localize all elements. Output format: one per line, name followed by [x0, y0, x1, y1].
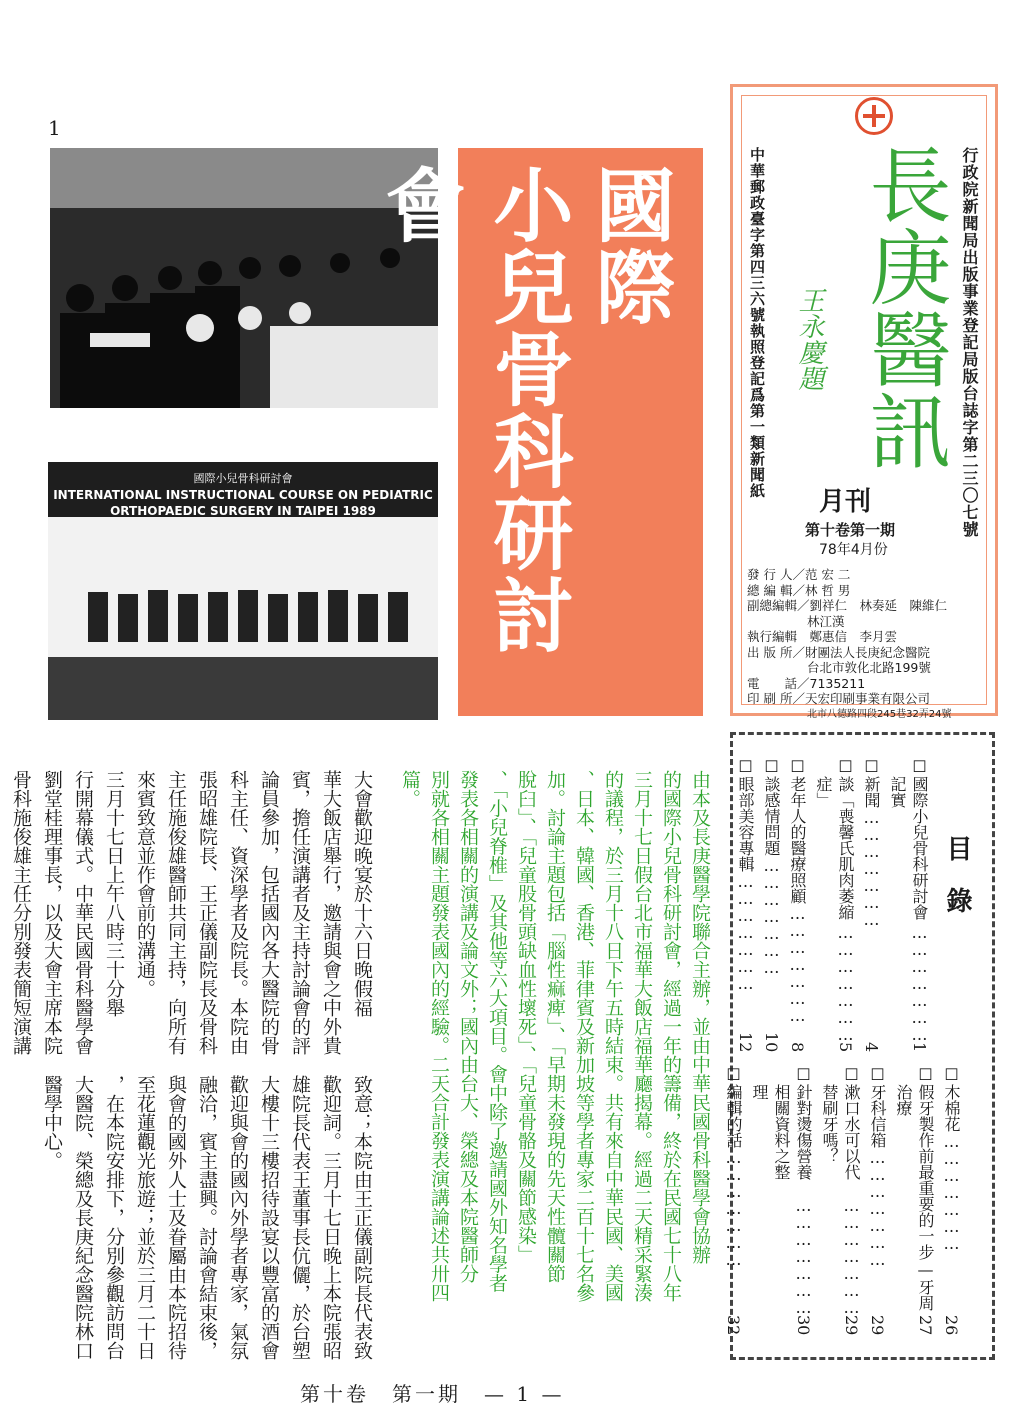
registration-text: 行政院新聞局出版事業登記局版台誌字第二三〇七號 — [960, 147, 979, 538]
body-article-line: 歡迎與會的國內外學者專家，氣氛 — [227, 1075, 249, 1360]
green-article-line: 篇。 — [399, 770, 421, 808]
body-article-line: 三月十七日上午八時三十分舉 — [103, 770, 125, 1017]
postal-registration-text: 中華郵政臺字第四三六號執照登記爲第一類新聞紙 — [748, 147, 766, 499]
body-article-line: 雄院長代表王董事長伉儷，於台塑 — [289, 1075, 311, 1360]
body-article-line: ，在本院安排下，分別參觀訪問台 — [103, 1075, 125, 1360]
body-article-line: 主任施俊雄醫師共同主持，向所有 — [165, 770, 187, 1055]
toc-entry-page: 30 — [794, 1314, 813, 1335]
body-article-line: 華大飯店舉行，邀請與會之中外貴 — [320, 770, 342, 1055]
page-footer: 第十卷 第一期 — 1 — — [300, 1382, 565, 1406]
checkbox-icon: ☐ — [910, 757, 929, 776]
checkbox-icon: ☐ — [836, 757, 855, 776]
masthead-title: 長庚醫訊 — [856, 143, 951, 471]
calligraphy-signature: 王永慶題 — [794, 287, 824, 391]
toc-entry-page: 4 — [862, 1041, 881, 1052]
toc-entry-page: 26 — [942, 1314, 961, 1335]
checkbox-icon: ☐ — [724, 1065, 743, 1084]
body-article-line: 行開幕儀式。中華民國骨科醫學會 — [72, 770, 94, 1055]
toc-entry-label: 假牙製作前最重要的一步—牙周治療 — [894, 1084, 935, 1311]
toc-entry[interactable]: ☐ 眼部美容專輯 ………………… 12 — [736, 757, 755, 1052]
checkbox-icon: ☐ — [868, 1065, 887, 1084]
body-article-line: 大樓十三樓招待設宴以豐富的酒會 — [258, 1075, 280, 1360]
green-article — [392, 770, 712, 1370]
masthead — [730, 84, 998, 720]
green-article-line: 的議程，於三月十八日下午五時結束。共有來自中華民國、美國 — [602, 770, 624, 1302]
checkbox-icon: ☐ — [794, 1065, 813, 1084]
checkbox-icon: ☐ — [736, 757, 755, 776]
staff-printer: 印 刷 所／天宏印刷事業有限公司 — [747, 691, 930, 706]
issue-date: 78年4月份 — [819, 542, 888, 558]
body-article-a — [10, 770, 374, 1060]
banner-title-line1: 國際 — [582, 164, 676, 328]
toc-bottom-list — [722, 1065, 962, 1335]
toc-entry[interactable]: ☐ 國際小兒骨科研討會記實 ………………… 1 — [888, 757, 929, 1052]
toc-entry-page: 1 — [910, 1041, 929, 1052]
toc-entry-page: 27 — [916, 1314, 935, 1335]
photo-banner-line1: INTERNATIONAL INSTRUCTIONAL COURSE ON PEDIATRIC — [53, 488, 433, 502]
body-article-line: 大醫院、榮總及長庚紀念醫院林口 — [72, 1075, 94, 1360]
staff-publisher-org: 出 版 所／財團法人長庚紀念醫院 — [747, 644, 930, 660]
toc-entry-label: 老年人的醫療照顧 — [788, 776, 807, 904]
staff-deputy-editors-2: 林江漢 — [807, 613, 845, 629]
toc-entry[interactable] — [892, 1065, 936, 1335]
toc-entry[interactable]: ☐ 編輯的話 ………………… 32 — [724, 1065, 743, 1335]
checkbox-icon: ☐ — [842, 1065, 861, 1084]
staff-address: 台北市敦化北路199號 — [807, 660, 931, 675]
green-article-line: 加。討論主題包括「腦性痲痺」、「早期未發現的先天性髖關節 — [544, 770, 566, 1283]
toc-entry-label: 談「喪馨氏肌肉萎縮症」 — [814, 776, 855, 920]
body-article-line: 來賓致意並作會前的溝通。 — [134, 770, 156, 998]
body-article-line: 致意；本院由王正儀副院長代表致 — [351, 1075, 373, 1360]
toc-entry-page: 12 — [736, 1031, 755, 1052]
staff-chief-editor: 總 編 輯／林 哲 男 — [747, 582, 851, 598]
toc-entry-label: 眼部美容專輯 — [736, 776, 755, 872]
toc-entry-label: 針對燙傷營養相關資料之整理 — [750, 1084, 813, 1180]
green-article-line: 、「小兒脊椎」及其他等六大項目。會中除了邀請國外知名學者 — [486, 770, 508, 1293]
toc-entry[interactable]: ☐ 針對燙傷營養相關資料之整理 ………………… 30 — [750, 1065, 813, 1335]
green-article-line: 脫臼」、「兒童股骨頭缺血性壞死」、「兒童骨骼及關節感染」 — [515, 770, 537, 1264]
toc-entry-page: 8 — [788, 1041, 807, 1052]
body-article-b — [41, 1075, 374, 1365]
checkbox-icon: ☐ — [788, 757, 807, 776]
body-article-line: 骨科施俊雄主任分別發表簡短演講 — [10, 770, 32, 1055]
toc-top-list — [734, 757, 930, 1052]
checkbox-icon: ☐ — [942, 1065, 961, 1084]
green-article-line: 的國際小兒骨科研討會，經過一年的籌備，終於在民國七十八年 — [660, 770, 682, 1302]
green-article-line: 三月十七日假台北市福華大飯店福華廳揭幕。經過二天精采緊湊 — [631, 770, 653, 1302]
toc-entry-label: 國際小兒骨科研討會記實 — [888, 776, 929, 920]
staff-printer-address: 北市八德路四段245巷32弄24號 — [807, 708, 952, 720]
toc-entry[interactable]: ☐ 談感情問題 ………………… 10 — [762, 757, 781, 1052]
body-article-line: 張昭雄院長、王正儀副院長及骨科 — [196, 770, 218, 1055]
toc-entry-label: 木棉花 — [942, 1084, 961, 1132]
table-of-contents — [724, 732, 995, 1360]
staff-phone: 電 話／7135211 — [747, 675, 866, 691]
red-cross-logo-icon — [855, 97, 893, 135]
toc-entry-label: 編輯的話 — [724, 1084, 743, 1148]
photo-banner-caption: 國際小兒骨科研討會 — [193, 472, 293, 485]
green-article-line: 發表各相關的演講及論文外；國內由台大、榮總及本院醫師分 — [457, 770, 479, 1283]
toc-entry-page: 29 — [842, 1314, 861, 1335]
body-article-line: 劉堂桂理事長，以及大會主席本院 — [41, 770, 63, 1055]
staff-list — [747, 567, 987, 722]
toc-entry[interactable]: ☐ 新聞 ………………… 4 — [862, 757, 881, 1052]
green-article-line: 、日本、韓國、香港、菲律賓及新加坡等學者專家二百十七名參 — [573, 770, 595, 1302]
green-article-line: 由本及長庚醫學院聯合主辦，並由中華民國骨科醫學會協辦 — [689, 770, 711, 1264]
body-article-line: 醫學中心。 — [41, 1075, 63, 1170]
monthly-label: 月刊 — [819, 487, 872, 517]
green-article-line: 別就各相關主題發表國內的經驗。二天合計發表演講論述共卅四 — [428, 770, 450, 1302]
body-article-line: 至花蓮觀光旅遊；並於三月二十日 — [134, 1075, 156, 1360]
toc-entry[interactable]: ☐ 老年人的醫療照顧 ………………… 8 — [788, 757, 807, 1052]
checkbox-icon: ☐ — [762, 757, 781, 776]
body-article-line: 賓，擔任演講者及主持討論會的評 — [289, 770, 311, 1055]
toc-entry-page: 29 — [868, 1314, 887, 1335]
toc-entry-label: 新聞 — [862, 776, 881, 808]
toc-entry-page: 5 — [836, 1041, 855, 1052]
staff-deputy-editors: 副總編輯／劉祥仁 林奏延 陳維仁 — [747, 598, 948, 613]
body-article-line: 論員參加，包括國內各大醫院的骨 — [258, 770, 280, 1055]
toc-entry-label: 牙科信箱 — [868, 1084, 887, 1148]
staff-executive-editors: 執行編輯 鄭惠信 李月雲 — [747, 629, 898, 644]
volume-label: 第十卷第一期 — [805, 521, 896, 539]
toc-entry-label: 漱口水可以代替刷牙嗎？ — [820, 1084, 861, 1180]
body-article-line: 科主任、資深學者及院長。本院由 — [227, 770, 249, 1055]
toc-title: 目 錄 — [942, 835, 972, 913]
toc-entry-page: 32 — [724, 1314, 743, 1335]
page-number: 1 — [48, 116, 61, 140]
title-banner — [372, 148, 703, 716]
toc-entry-page: 10 — [762, 1031, 781, 1052]
banner-title-line2: 小兒骨科研討會 — [372, 164, 574, 656]
body-article-line: 與會的國外人士及眷屬由本院招待 — [165, 1075, 187, 1360]
photo-banner-line2: ORTHOPAEDIC SURGERY IN TAIPEI 1989 — [110, 504, 376, 518]
checkbox-icon: ☐ — [916, 1065, 935, 1084]
checkbox-icon: ☐ — [862, 757, 881, 776]
toc-entry[interactable]: ☐ 漱口水可以代替刷牙嗎？ ………………… 29 — [820, 1065, 861, 1335]
toc-entry[interactable]: ☐ 木棉花 ………………… 26 — [942, 1065, 961, 1335]
body-article-line: 歡迎詞。三月十七日晚上本院張昭 — [320, 1075, 342, 1360]
toc-entry[interactable]: ☐ 牙科信箱 ………………… 29 — [868, 1065, 887, 1335]
staff-publisher: 發 行 人／范 宏 二 — [747, 567, 851, 582]
toc-entry-label: 談感情問題 — [762, 776, 781, 856]
body-article-line: 大會歡迎晚宴於十六日晚假福 — [351, 770, 373, 1017]
body-article-line: 融洽，賓主盡興。討論會結束後， — [196, 1075, 218, 1360]
toc-entry[interactable]: ☐ 談「喪馨氏肌肉萎縮症」 ………………… 5 — [814, 757, 855, 1052]
